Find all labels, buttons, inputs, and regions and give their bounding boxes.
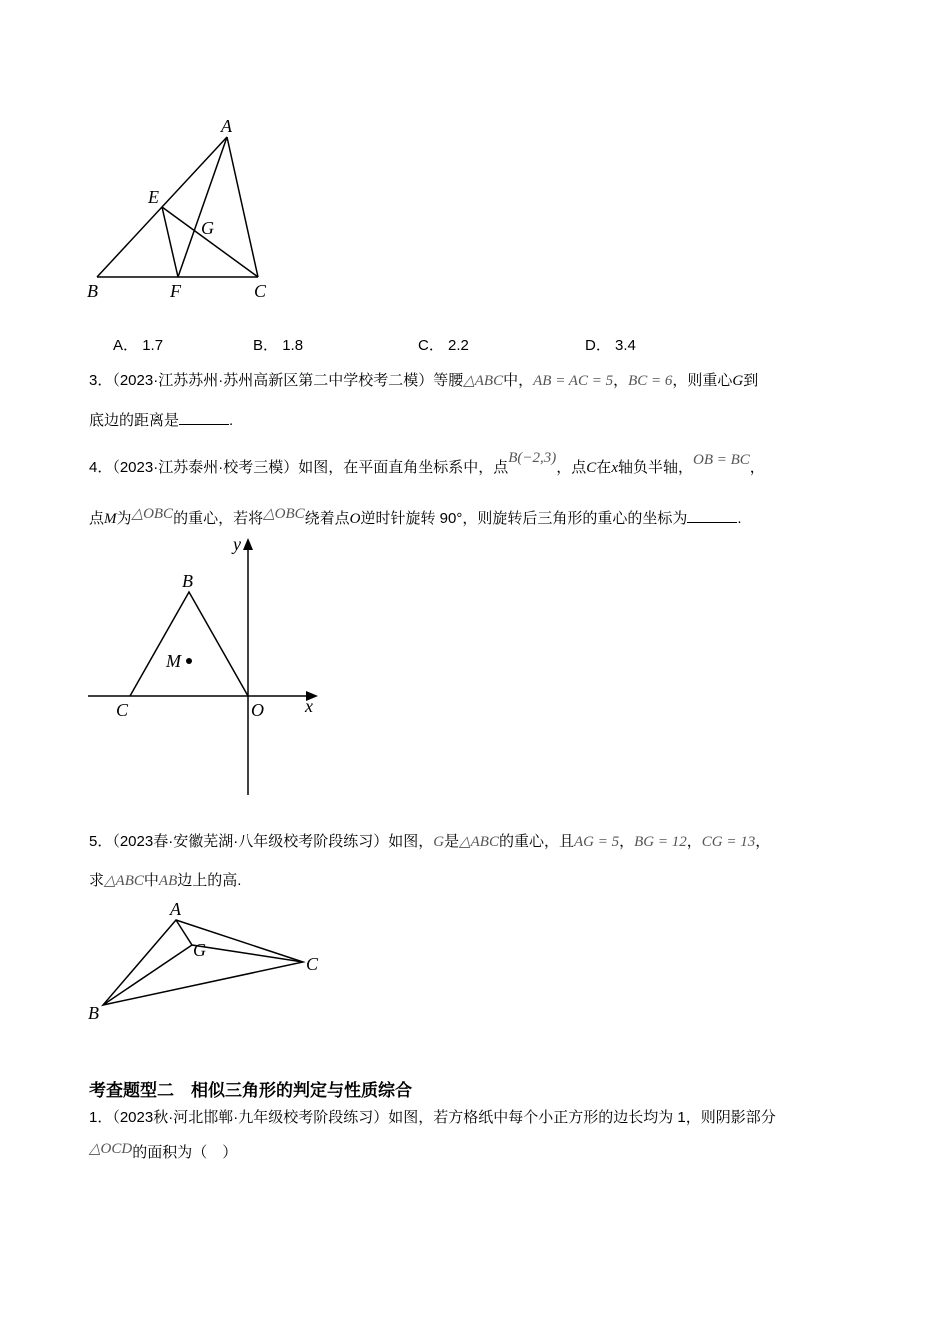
text: （2023秋·河北邯郸·九年级校考阶段练习） [112, 1109, 389, 1126]
text: △ABC [459, 834, 499, 850]
option-key: C． [418, 337, 444, 354]
triangle-abc [103, 920, 303, 1005]
text: G [732, 373, 744, 389]
text: BC = 6 [628, 373, 673, 389]
answer-blank[interactable] [179, 412, 229, 425]
label-e: E [148, 187, 159, 207]
label-f: F [170, 281, 181, 301]
triangle-obc [130, 592, 248, 696]
label-b: B [182, 571, 193, 591]
q4-line2 [89, 507, 742, 528]
text: 点 [89, 510, 105, 527]
text: ， [755, 833, 771, 850]
option-d [585, 334, 636, 355]
text: ， [686, 833, 702, 850]
text: AG = 5 [573, 834, 620, 850]
label-c: C [306, 954, 319, 974]
text: 求 [89, 872, 105, 889]
segment-af [178, 137, 227, 277]
text: 中， [503, 372, 534, 389]
text: △OBC [263, 506, 305, 522]
q5-line2 [89, 869, 241, 890]
text: x [611, 460, 618, 476]
text: △ABC [463, 373, 504, 389]
s1-line2 [89, 1141, 237, 1162]
segment-ac [227, 137, 258, 277]
text: 如图， [388, 833, 434, 850]
q4-line1 [89, 450, 765, 477]
label-b: B [87, 281, 98, 301]
figure-triangle-abc-efg [97, 137, 258, 277]
text: CG = 13 [701, 834, 756, 850]
option-key: D． [585, 337, 611, 354]
text: M [104, 511, 117, 527]
text: 的重心，且 [498, 833, 574, 850]
text: △OCD [89, 1141, 133, 1157]
option-c [418, 334, 469, 355]
text: 1． [89, 1109, 113, 1126]
s1-line1 [89, 1106, 776, 1127]
label-o: O [251, 700, 264, 720]
text: ，点 [556, 459, 587, 476]
text: ， [619, 833, 635, 850]
option-value: 1.7 [142, 337, 164, 354]
label-m: M [166, 651, 181, 671]
text: △ABC [104, 873, 144, 889]
text: 底边的距离是 [89, 412, 180, 429]
text: ，则重心 [672, 372, 733, 389]
text: . [229, 412, 234, 429]
text: （2023春·安徽芜湖·八年级校考阶段练习） [112, 833, 389, 850]
text: O [349, 511, 361, 527]
label-g: G [193, 940, 206, 960]
label-c: C [254, 281, 267, 301]
text: 的重心，若将 [173, 510, 264, 527]
q3-line1 [89, 369, 758, 390]
text: 在 [596, 459, 612, 476]
text: 逆时针旋转 90°，则旋转后三角形的重心的坐标为 [360, 510, 688, 527]
text: 如图，若方格纸中每个小正方形的边长均为 1，则阴影部分 [388, 1109, 776, 1126]
text: 绕着点 [304, 510, 350, 527]
text: 边上的高. [177, 872, 242, 889]
text: 3． [89, 372, 113, 389]
text: 中 [143, 872, 159, 889]
text: 5． [89, 833, 113, 850]
label-a: A [221, 116, 232, 136]
q3-line2 [89, 409, 233, 430]
text: AB [158, 873, 178, 889]
text: 是 [444, 833, 460, 850]
figure-triangle-centroid [103, 920, 303, 1005]
answer-blank[interactable] [687, 510, 737, 523]
figure-coordinate-plane [88, 545, 312, 795]
label-a: A [170, 899, 181, 919]
text: . [737, 510, 742, 527]
text: 如图，在平面直角坐标系中，点 [298, 459, 509, 476]
text: B(−2,3) [508, 450, 557, 466]
text: 的面积为（ ） [132, 1144, 238, 1161]
label-y: y [233, 534, 241, 554]
text: AB = AC = 5 [533, 373, 614, 389]
label-c: C [116, 700, 129, 720]
q5-line1 [89, 830, 770, 851]
text: ， [749, 459, 765, 476]
option-value: 1.8 [282, 337, 304, 354]
option-b [253, 334, 303, 355]
y-arrow-icon [243, 538, 253, 550]
label-b: B [88, 1003, 99, 1023]
option-value: 3.4 [615, 337, 636, 354]
text: BG = 12 [634, 834, 687, 850]
point-m [186, 658, 192, 664]
label-g: G [201, 218, 214, 238]
text: C [586, 460, 597, 476]
text: （2023·江苏苏州·苏州高新区第二中学校考二模） [112, 372, 434, 389]
text: OB = BC [693, 452, 750, 468]
text: △OBC [131, 506, 174, 522]
text: （2023·江苏泰州·校考三模） [112, 459, 299, 476]
option-a [113, 334, 163, 355]
option-key: B． [253, 337, 279, 354]
option-key: A． [113, 337, 139, 354]
text: G [433, 834, 445, 850]
section-heading: 考查题型二 相似三角形的判定与性质综合 [89, 1081, 412, 1100]
text: 为 [116, 510, 132, 527]
text: 轴负半轴， [617, 459, 693, 476]
text: 到 [743, 372, 759, 389]
text: 等腰 [433, 372, 464, 389]
text: 4． [89, 459, 113, 476]
label-x: x [305, 696, 313, 716]
text: ， [613, 372, 629, 389]
option-value: 2.2 [448, 337, 469, 354]
